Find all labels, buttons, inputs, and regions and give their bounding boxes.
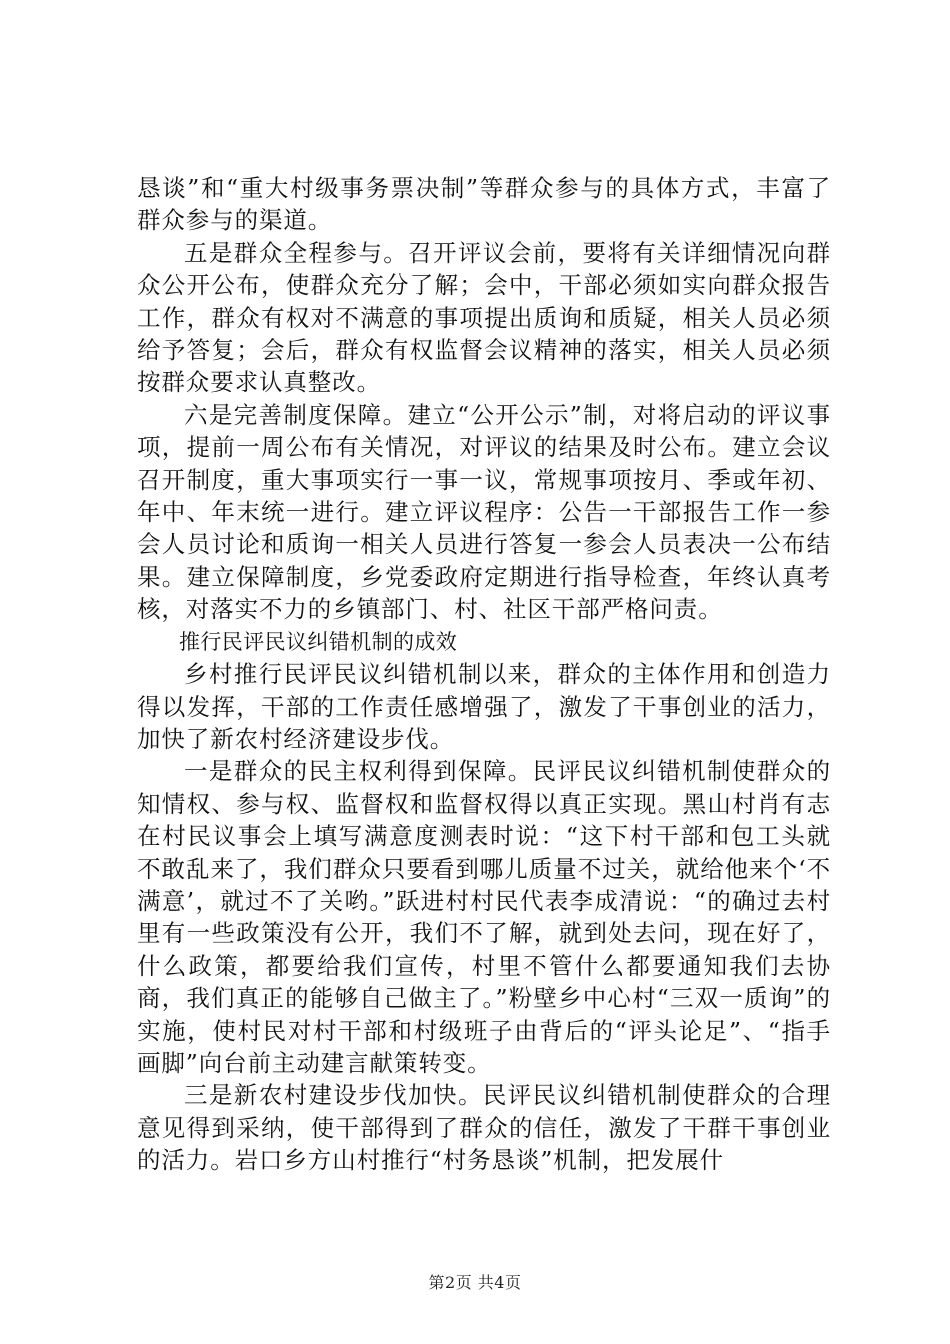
paragraph-6: 一是群众的民主权利得到保障。民评民议纠错机制使群众的知情权、参与权、监督权和监督权得以真正实现。黑山村肖有志在村民议事会上填写满意度测表时说：“这下村干部和包工头就不敢乱来了，我们群众只要看到哪儿质量不过关，就给他来个‘不满意’，就过不了关哟。”跃进村村民代表李成清说：“的确过去村里有一些政策没有公开，我们不了解，就到处去问，现在好了，什么政策，都要给我们宣传，村里不管什么都要通知我们去协商，我们真正的能够自己做主了。”粉壁乡中心村“三双一质询”的实施，使村民对村干部和村级班子由背后的“评头论足”、“指手画脚”向台前主动建言献策转变。 — [137, 757, 831, 1077]
paragraph-1: 恳谈”和“重大村级事务票决制”等群众参与的具体方式，丰富了群众参与的渠道。 — [137, 174, 831, 235]
paragraph-7: 三是新农村建设步伐加快。民评民议纠错机制使群众的合理意见得到采纳，使干部得到了群众的信任，激发了干群干事创业的活力。岩口乡方山村推行“村务恳谈”机制，把发展什 — [137, 1081, 831, 1175]
paragraph-3: 六是完善制度保障。建立“公开公示”制，对将启动的评议事项，提前一周公布有关情况，对评议的结果及时公布。建立会议召开制度，重大事项实行一事一议，常规事项按月、季或年初、年中、年末统一进行。建立评议程序：公告一干部报告工作一参会人员讨论和质询一相关人员进行答复一参会人员表决一公布结果。建立保障制度，乡党委政府定期进行指导检查，年终认真考核，对落实不力的乡镇部门、村、社区干部严格问责。 — [137, 400, 831, 624]
paragraph-5: 乡村推行民评民议纠错机制以来，群众的主体作用和创造力得以发挥，干部的工作责任感增强了，激发了干事创业的活力，加快了新农村经济建设步伐。 — [137, 660, 831, 753]
page-number-label: 第2页 共4页 — [428, 1273, 522, 1292]
paragraph-2: 五是群众全程参与。召开评议会前，要将有关详细情况向群众公开公布，使群众充分了解；会中，干部必须如实向群众报告工作，群众有权对不满意的事项提出质询和质疑，相关人员必须给予答复；会后，群众有权监督会议精神的落实，相关人员必须按群众要求认真整改。 — [137, 238, 831, 397]
document-body — [137, 172, 831, 1177]
page-footer — [0, 1270, 950, 1293]
section-heading: 推行民评民议纠错机制的成效 — [179, 629, 458, 654]
